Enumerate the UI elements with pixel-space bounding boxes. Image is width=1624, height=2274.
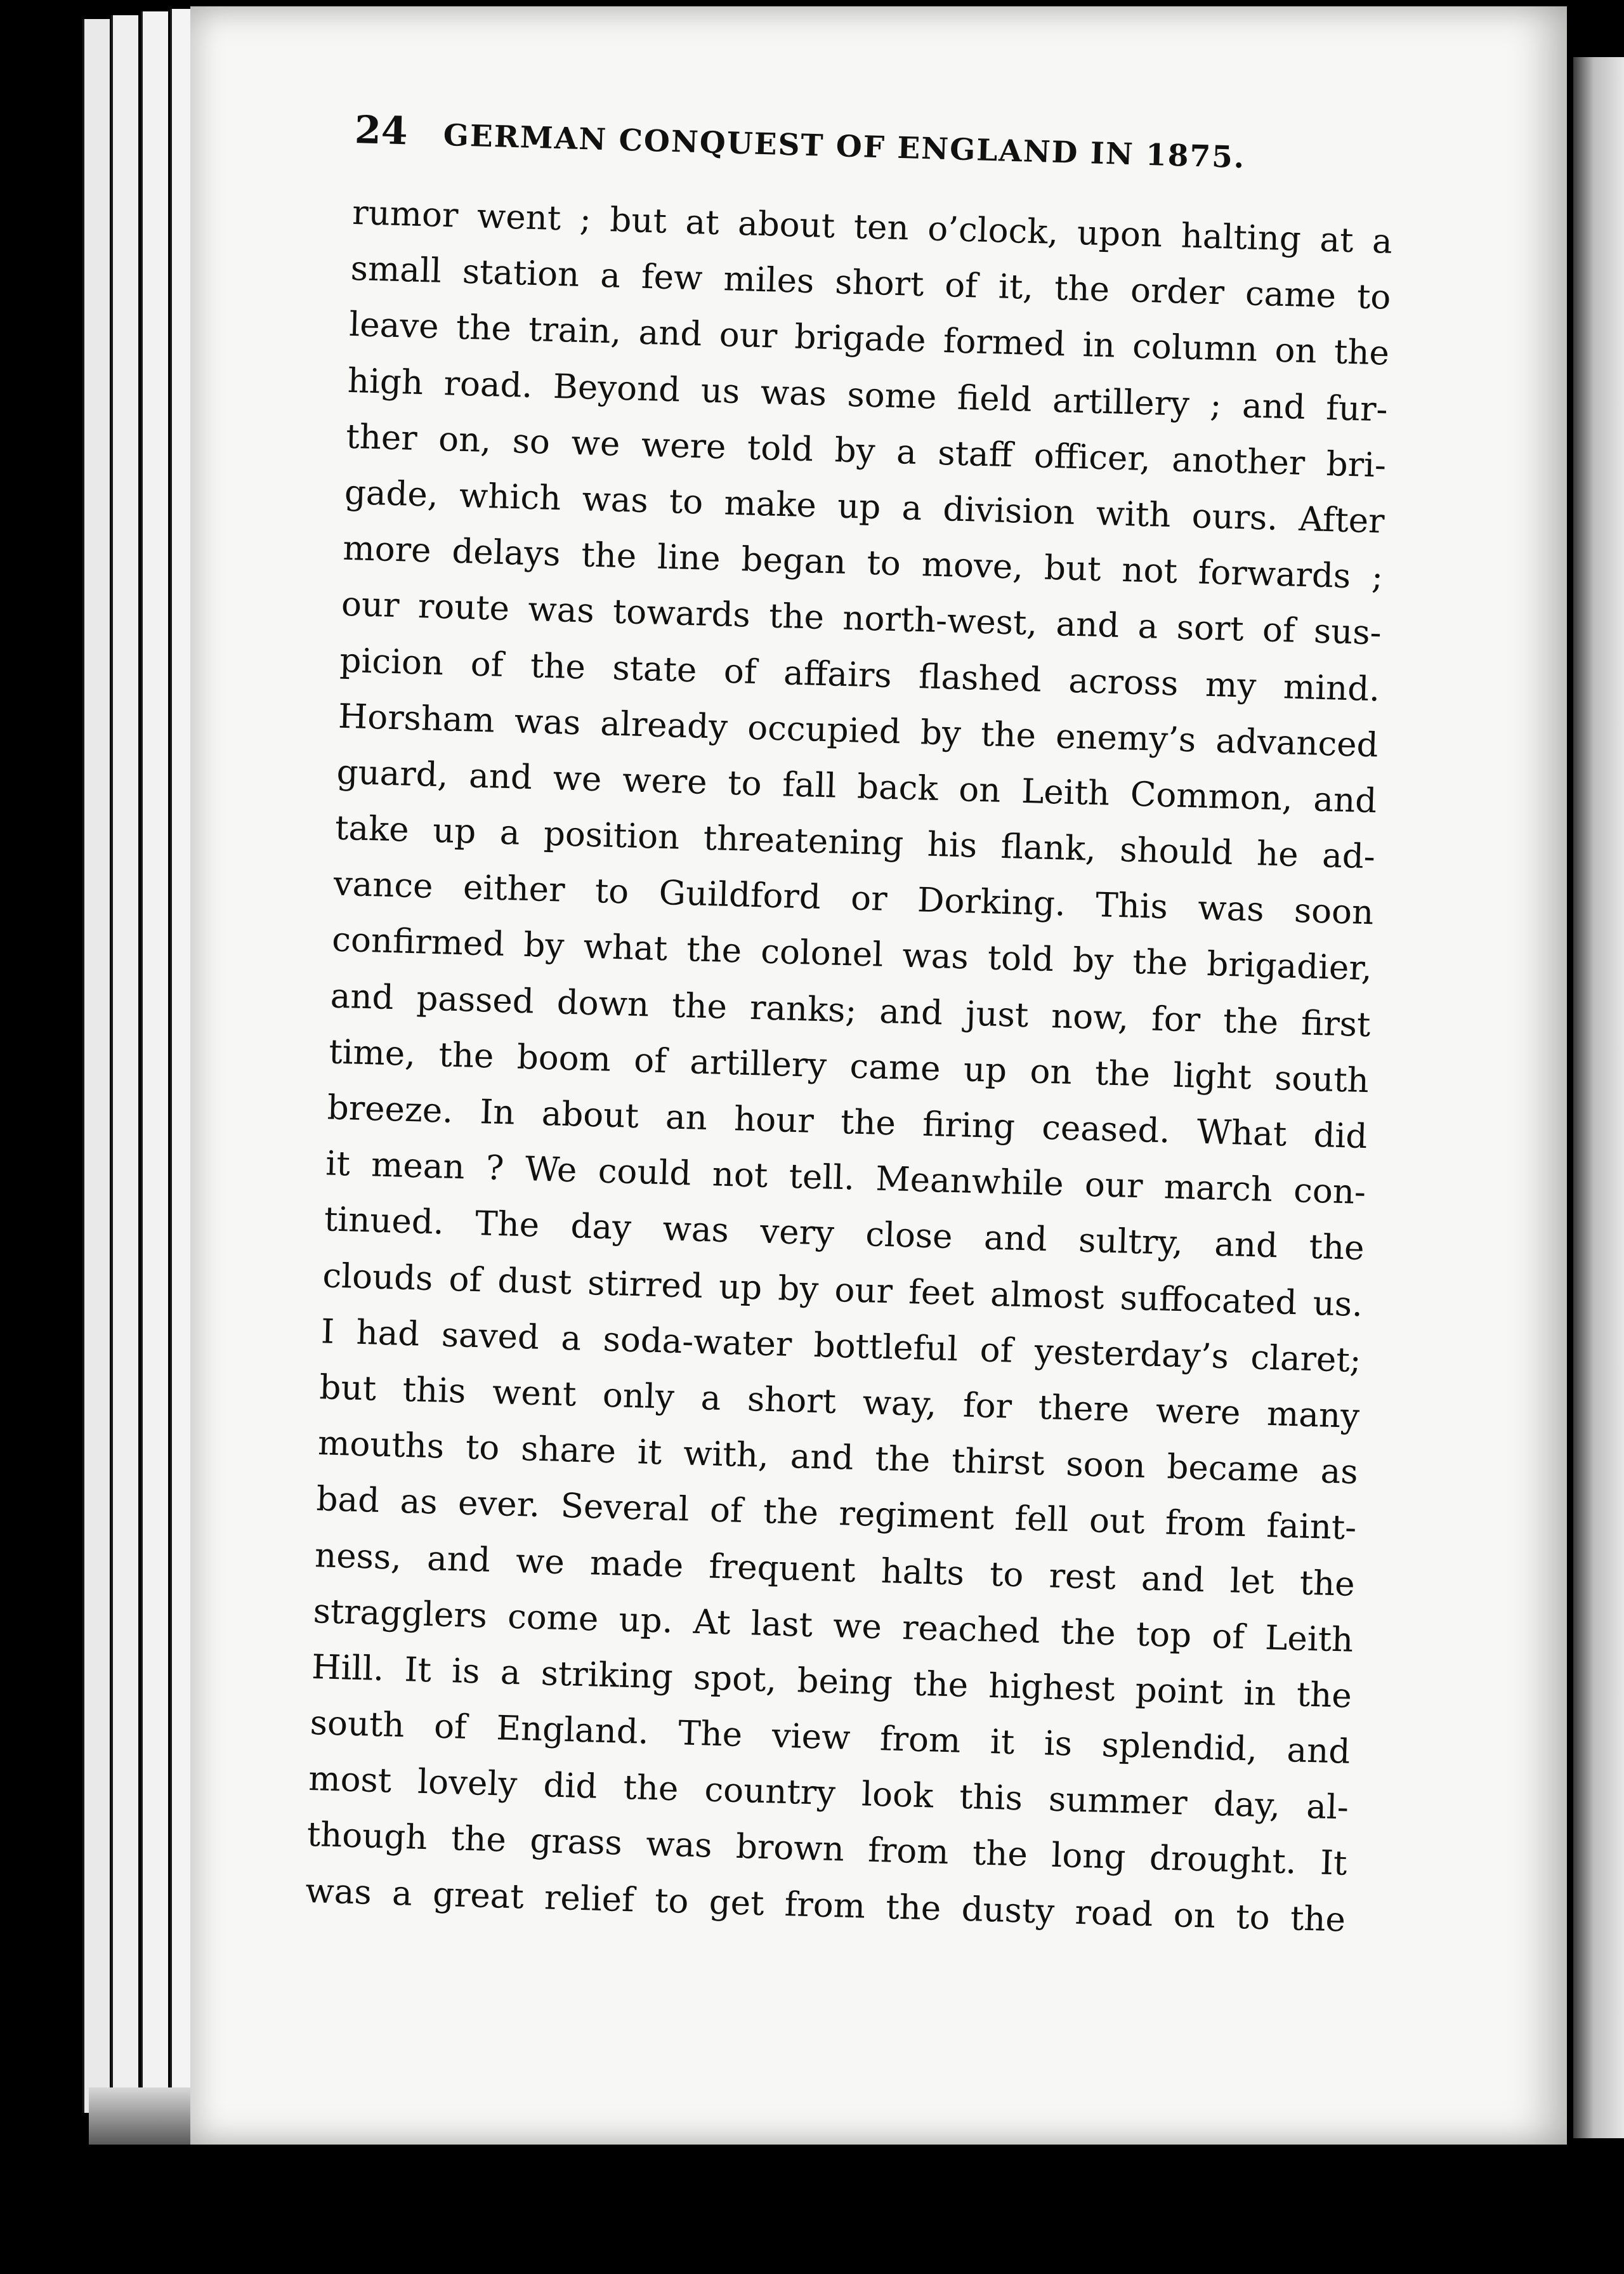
- text-line: high road. Beyond us was some field artillery ; and fur-: [347, 361, 1389, 430]
- body-text: [304, 185, 1431, 1949]
- text-line: most lovely did the country look this summer day, al-: [308, 1759, 1349, 1828]
- page-content: [304, 108, 1433, 1949]
- text-line: it mean ? We could not tell. Meanwhile our march con-: [325, 1144, 1366, 1213]
- page-number: 24: [354, 108, 409, 154]
- text-line: ness, and we made frequent halts to rest and let the: [314, 1535, 1356, 1604]
- text-line: tinued. The day was very close and sultry, and the: [324, 1200, 1365, 1268]
- text-line: small station a few miles short of it, the order came to: [350, 249, 1392, 317]
- text-line: and passed down the ranks; and just now, for the first: [330, 976, 1372, 1044]
- text-line: Horsham was already occupied by the enemy’s advanced: [337, 697, 1379, 765]
- text-line: more delays the line began to move, but not forwards ;: [342, 529, 1384, 597]
- facing-page-edge: [1573, 57, 1624, 2138]
- text-line: take up a position threatening his flank, should he ad-: [334, 808, 1376, 877]
- text-line: leave the train, and our brigade formed in column on the: [348, 305, 1390, 374]
- running-title: GERMAN CONQUEST OF ENGLAND IN 1875.: [443, 117, 1246, 176]
- text-line: but this went only a short way, for there were many: [318, 1368, 1360, 1436]
- text-line: stragglers come up. At last we reached the top of Leith: [312, 1591, 1354, 1660]
- text-line: I had saved a soda-water bottleful of yesterday’s claret;: [320, 1312, 1362, 1380]
- text-line: clouds of dust stirred up by our feet almost suffocated us.: [322, 1256, 1363, 1324]
- text-line: was a great relief to get from the dusty road on to the: [304, 1871, 1346, 1940]
- text-line: picion of the state of affairs flashed across my mind.: [339, 641, 1380, 709]
- text-line: guard, and we were to fall back on Leith Common, and: [336, 753, 1377, 821]
- text-line: time, the boom of artillery came up on the light south: [328, 1032, 1370, 1101]
- page-edge: [82, 19, 110, 2113]
- text-line: rumor went ; but at about ten o’clock, upon halting at a: [351, 193, 1393, 261]
- text-line: gade, which was to make up a division with ours. After: [344, 473, 1385, 541]
- text-line: mouths to share it with, and the thirst soon became as: [317, 1424, 1359, 1492]
- text-line: our route was towards the north-west, and a sort of sus-: [341, 585, 1382, 653]
- page-edge: [141, 11, 168, 2131]
- page-edge: [111, 15, 138, 2122]
- text-line: bad as ever. Several of the regiment fell out from faint-: [315, 1480, 1357, 1548]
- text-line: vance either to Guildford or Dorking. This was soon: [332, 864, 1375, 933]
- text-line: ther on, so we were told by a staff officer, another bri-: [345, 417, 1387, 485]
- text-line: confirmed by what the colonel was told by the brigadier,: [331, 920, 1373, 989]
- text-line: south of England. The view from it is splendid, and: [310, 1704, 1351, 1771]
- text-line: though the grass was brown from the long drought. It: [306, 1815, 1348, 1884]
- text-line: Hill. It is a striking spot, being the highest point in the: [311, 1647, 1352, 1716]
- text-line: breeze. In about an hour the firing ceased. What did: [327, 1088, 1368, 1157]
